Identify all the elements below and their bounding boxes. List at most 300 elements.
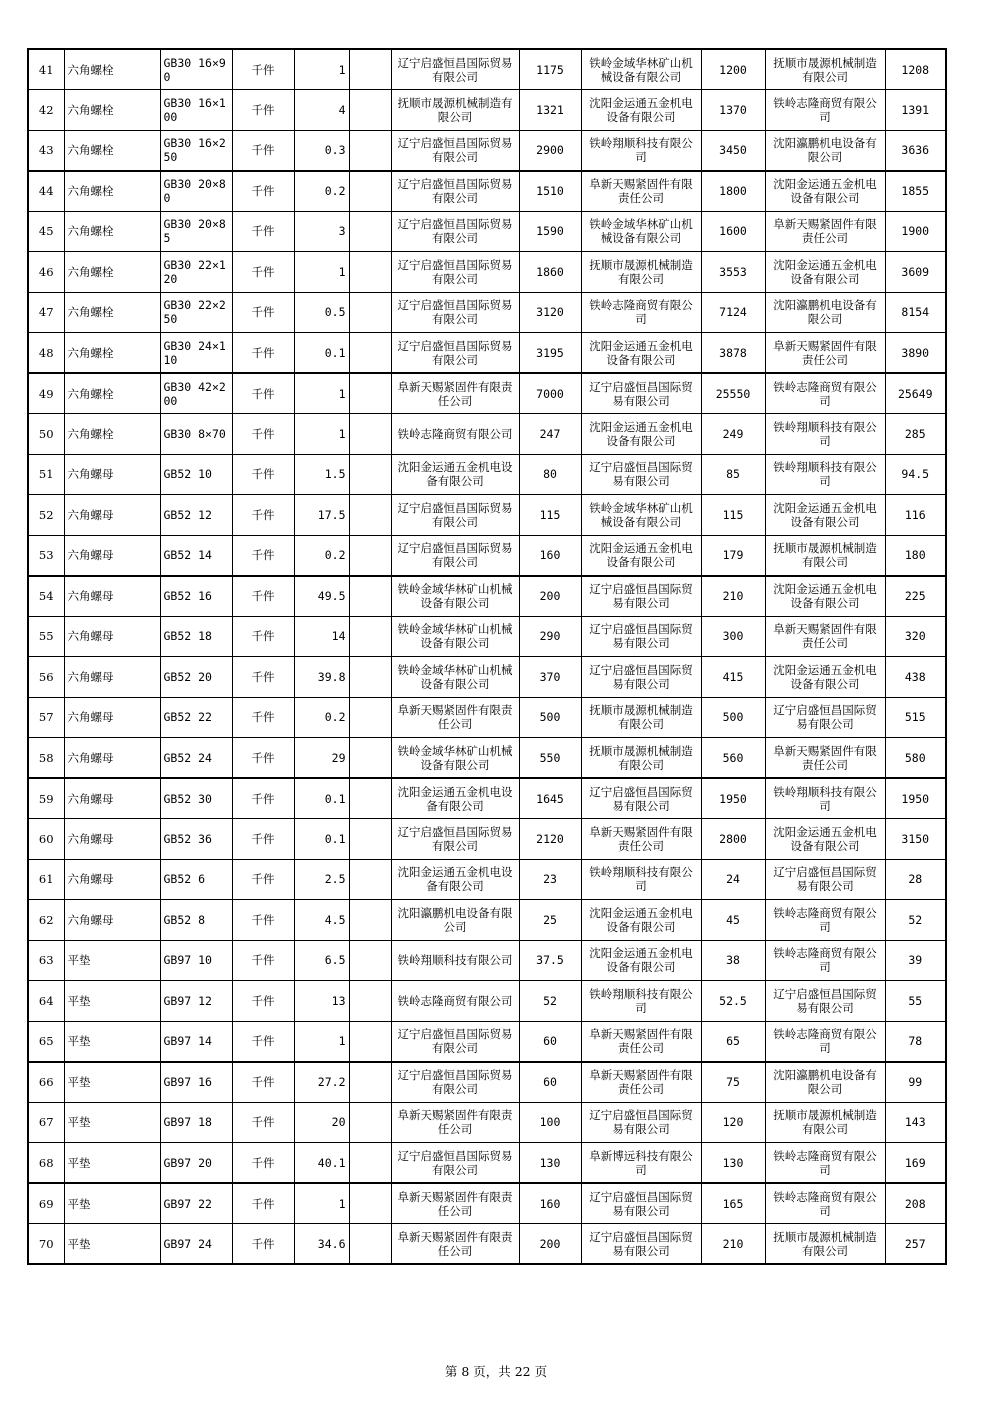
item-unit: 千件 (232, 535, 294, 576)
table-row (28, 981, 946, 1022)
item-quantity: 0.2 (294, 535, 349, 576)
supplier-1: 阜新天赐紧固件有限责任公司 (391, 373, 519, 414)
price-3: 78 (885, 1021, 946, 1062)
item-unit: 千件 (232, 616, 294, 657)
table-row (28, 414, 946, 455)
price-1: 200 (519, 1224, 581, 1265)
row-number: 51 (28, 454, 64, 495)
price-1: 2120 (519, 819, 581, 860)
item-unit: 千件 (232, 576, 294, 617)
supplier-3: 铁岭翔顺科技有限公司 (765, 454, 885, 495)
price-3: 25649 (885, 373, 946, 414)
supplier-2: 辽宁启盛恒昌国际贸易有限公司 (581, 616, 701, 657)
blank-cell (349, 414, 391, 455)
item-name: 六角螺母 (64, 778, 160, 819)
table-row (28, 1021, 946, 1062)
item-quantity: 27.2 (294, 1062, 349, 1103)
supplier-2: 铁岭金域华林矿山机械设备有限公司 (581, 211, 701, 252)
blank-cell (349, 130, 391, 171)
item-name: 六角螺栓 (64, 211, 160, 252)
item-spec: GB30 24×110 (160, 333, 232, 374)
blank-cell (349, 657, 391, 698)
item-unit: 千件 (232, 333, 294, 374)
supplier-1: 沈阳瀛鹏机电设备有限公司 (391, 900, 519, 941)
item-spec: GB97 16 (160, 1062, 232, 1103)
item-quantity: 1 (294, 1021, 349, 1062)
item-name: 六角螺母 (64, 900, 160, 941)
item-name: 平垫 (64, 981, 160, 1022)
price-2: 179 (701, 535, 765, 576)
price-3: 52 (885, 900, 946, 941)
supplier-1: 阜新天赐紧固件有限责任公司 (391, 1183, 519, 1224)
row-number: 62 (28, 900, 64, 941)
item-unit: 千件 (232, 252, 294, 293)
supplier-3: 阜新天赐紧固件有限责任公司 (765, 333, 885, 374)
item-spec: GB52 22 (160, 697, 232, 738)
price-2: 38 (701, 940, 765, 981)
supplier-1: 辽宁启盛恒昌国际贸易有限公司 (391, 1143, 519, 1184)
price-3: 99 (885, 1062, 946, 1103)
price-2: 120 (701, 1102, 765, 1143)
table-row (28, 576, 946, 617)
blank-cell (349, 1062, 391, 1103)
price-3: 28 (885, 859, 946, 900)
supplier-2: 铁岭志隆商贸有限公司 (581, 292, 701, 333)
price-3: 1391 (885, 90, 946, 131)
item-quantity: 34.6 (294, 1224, 349, 1265)
item-unit: 千件 (232, 414, 294, 455)
supplier-2: 抚顺市晟源机械制造有限公司 (581, 697, 701, 738)
supplier-3: 抚顺市晟源机械制造有限公司 (765, 1102, 885, 1143)
row-number: 52 (28, 495, 64, 536)
item-quantity: 1 (294, 1183, 349, 1224)
price-1: 1860 (519, 252, 581, 293)
table-row (28, 778, 946, 819)
supplier-2: 辽宁启盛恒昌国际贸易有限公司 (581, 657, 701, 698)
row-number: 43 (28, 130, 64, 171)
supplier-2: 铁岭翔顺科技有限公司 (581, 130, 701, 171)
supplier-3: 铁岭志隆商贸有限公司 (765, 1021, 885, 1062)
price-2: 1600 (701, 211, 765, 252)
item-name: 六角螺栓 (64, 130, 160, 171)
item-spec: GB30 8×70 (160, 414, 232, 455)
item-name: 六角螺母 (64, 535, 160, 576)
row-number: 60 (28, 819, 64, 860)
price-2: 25550 (701, 373, 765, 414)
item-name: 六角螺母 (64, 697, 160, 738)
price-1: 370 (519, 657, 581, 698)
blank-cell (349, 940, 391, 981)
price-1: 200 (519, 576, 581, 617)
price-3: 1855 (885, 171, 946, 212)
item-spec: GB30 22×250 (160, 292, 232, 333)
supplier-3: 铁岭志隆商贸有限公司 (765, 373, 885, 414)
price-2: 1370 (701, 90, 765, 131)
table-row (28, 1224, 946, 1265)
supplier-3: 铁岭翔顺科技有限公司 (765, 414, 885, 455)
blank-cell (349, 495, 391, 536)
supplier-3: 铁岭志隆商贸有限公司 (765, 900, 885, 941)
blank-cell (349, 738, 391, 779)
price-1: 160 (519, 1183, 581, 1224)
item-unit: 千件 (232, 1183, 294, 1224)
table-row (28, 1062, 946, 1103)
supplier-2: 辽宁启盛恒昌国际贸易有限公司 (581, 778, 701, 819)
row-number: 46 (28, 252, 64, 293)
price-2: 75 (701, 1062, 765, 1103)
item-unit: 千件 (232, 211, 294, 252)
price-1: 3120 (519, 292, 581, 333)
item-name: 六角螺母 (64, 576, 160, 617)
item-quantity: 29 (294, 738, 349, 779)
supplier-1: 铁岭金域华林矿山机械设备有限公司 (391, 576, 519, 617)
item-name: 六角螺母 (64, 859, 160, 900)
supplier-1: 辽宁启盛恒昌国际贸易有限公司 (391, 49, 519, 90)
item-name: 平垫 (64, 1021, 160, 1062)
blank-cell (349, 454, 391, 495)
supplier-3: 沈阳金运通五金机电设备有限公司 (765, 819, 885, 860)
supplier-2: 辽宁启盛恒昌国际贸易有限公司 (581, 576, 701, 617)
price-1: 37.5 (519, 940, 581, 981)
row-number: 66 (28, 1062, 64, 1103)
supplier-3: 沈阳瀛鹏机电设备有限公司 (765, 292, 885, 333)
row-number: 45 (28, 211, 64, 252)
item-quantity: 39.8 (294, 657, 349, 698)
item-name: 六角螺母 (64, 738, 160, 779)
price-3: 580 (885, 738, 946, 779)
price-2: 1950 (701, 778, 765, 819)
price-2: 130 (701, 1143, 765, 1184)
blank-cell (349, 1224, 391, 1265)
item-unit: 千件 (232, 900, 294, 941)
blank-cell (349, 697, 391, 738)
row-number: 65 (28, 1021, 64, 1062)
price-2: 3450 (701, 130, 765, 171)
supplier-3: 沈阳金运通五金机电设备有限公司 (765, 657, 885, 698)
row-number: 61 (28, 859, 64, 900)
item-name: 六角螺母 (64, 616, 160, 657)
table-row (28, 211, 946, 252)
price-2: 65 (701, 1021, 765, 1062)
row-number: 42 (28, 90, 64, 131)
price-3: 8154 (885, 292, 946, 333)
price-3: 94.5 (885, 454, 946, 495)
supplier-2: 沈阳金运通五金机电设备有限公司 (581, 940, 701, 981)
price-3: 3150 (885, 819, 946, 860)
supplier-1: 辽宁启盛恒昌国际贸易有限公司 (391, 535, 519, 576)
supplier-1: 沈阳金运通五金机电设备有限公司 (391, 454, 519, 495)
item-unit: 千件 (232, 819, 294, 860)
table-row (28, 819, 946, 860)
item-quantity: 1 (294, 373, 349, 414)
item-spec: GB52 6 (160, 859, 232, 900)
supplier-3: 沈阳金运通五金机电设备有限公司 (765, 252, 885, 293)
supplier-2: 辽宁启盛恒昌国际贸易有限公司 (581, 1102, 701, 1143)
item-unit: 千件 (232, 697, 294, 738)
row-number: 64 (28, 981, 64, 1022)
supplier-1: 辽宁启盛恒昌国际贸易有限公司 (391, 130, 519, 171)
item-unit: 千件 (232, 373, 294, 414)
item-quantity: 49.5 (294, 576, 349, 617)
table-row (28, 495, 946, 536)
blank-cell (349, 819, 391, 860)
supplier-2: 沈阳金运通五金机电设备有限公司 (581, 900, 701, 941)
item-quantity: 1 (294, 252, 349, 293)
item-unit: 千件 (232, 90, 294, 131)
blank-cell (349, 778, 391, 819)
item-spec: GB97 20 (160, 1143, 232, 1184)
item-quantity: 2.5 (294, 859, 349, 900)
supplier-1: 辽宁启盛恒昌国际贸易有限公司 (391, 495, 519, 536)
price-3: 257 (885, 1224, 946, 1265)
table-row (28, 738, 946, 779)
item-unit: 千件 (232, 454, 294, 495)
price-1: 80 (519, 454, 581, 495)
item-spec: GB97 10 (160, 940, 232, 981)
row-number: 63 (28, 940, 64, 981)
row-number: 54 (28, 576, 64, 617)
price-3: 3609 (885, 252, 946, 293)
supplier-1: 辽宁启盛恒昌国际贸易有限公司 (391, 819, 519, 860)
item-quantity: 0.2 (294, 171, 349, 212)
blank-cell (349, 252, 391, 293)
blank-cell (349, 1102, 391, 1143)
supplier-1: 铁岭金域华林矿山机械设备有限公司 (391, 738, 519, 779)
item-spec: GB97 12 (160, 981, 232, 1022)
supplier-2: 沈阳金运通五金机电设备有限公司 (581, 414, 701, 455)
price-3: 320 (885, 616, 946, 657)
table-row (28, 535, 946, 576)
price-3: 3890 (885, 333, 946, 374)
item-unit: 千件 (232, 495, 294, 536)
price-3: 515 (885, 697, 946, 738)
supplier-1: 阜新天赐紧固件有限责任公司 (391, 1224, 519, 1265)
item-quantity: 20 (294, 1102, 349, 1143)
supplier-1: 铁岭志隆商贸有限公司 (391, 981, 519, 1022)
item-spec: GB52 24 (160, 738, 232, 779)
supplier-3: 铁岭志隆商贸有限公司 (765, 1143, 885, 1184)
blank-cell (349, 373, 391, 414)
item-unit: 千件 (232, 778, 294, 819)
item-spec: GB52 36 (160, 819, 232, 860)
item-quantity: 14 (294, 616, 349, 657)
item-unit: 千件 (232, 49, 294, 90)
price-3: 55 (885, 981, 946, 1022)
row-number: 44 (28, 171, 64, 212)
price-2: 210 (701, 576, 765, 617)
blank-cell (349, 211, 391, 252)
price-1: 500 (519, 697, 581, 738)
item-unit: 千件 (232, 171, 294, 212)
item-spec: GB30 16×250 (160, 130, 232, 171)
supplier-3: 沈阳金运通五金机电设备有限公司 (765, 576, 885, 617)
item-quantity: 1 (294, 49, 349, 90)
price-2: 249 (701, 414, 765, 455)
item-spec: GB52 10 (160, 454, 232, 495)
price-3: 169 (885, 1143, 946, 1184)
price-1: 1510 (519, 171, 581, 212)
blank-cell (349, 576, 391, 617)
supplier-3: 铁岭志隆商贸有限公司 (765, 90, 885, 131)
price-1: 60 (519, 1062, 581, 1103)
supplier-1: 铁岭志隆商贸有限公司 (391, 414, 519, 455)
price-1: 25 (519, 900, 581, 941)
supplier-1: 辽宁启盛恒昌国际贸易有限公司 (391, 292, 519, 333)
price-1: 130 (519, 1143, 581, 1184)
price-1: 1175 (519, 49, 581, 90)
price-2: 7124 (701, 292, 765, 333)
item-quantity: 6.5 (294, 940, 349, 981)
item-name: 六角螺栓 (64, 292, 160, 333)
supplier-1: 辽宁启盛恒昌国际贸易有限公司 (391, 252, 519, 293)
price-3: 39 (885, 940, 946, 981)
price-2: 3553 (701, 252, 765, 293)
supplier-2: 铁岭金域华林矿山机械设备有限公司 (581, 49, 701, 90)
supplier-3: 辽宁启盛恒昌国际贸易有限公司 (765, 697, 885, 738)
supplier-1: 辽宁启盛恒昌国际贸易有限公司 (391, 1062, 519, 1103)
table-row (28, 454, 946, 495)
price-1: 115 (519, 495, 581, 536)
table-row (28, 90, 946, 131)
item-name: 六角螺栓 (64, 252, 160, 293)
price-3: 285 (885, 414, 946, 455)
blank-cell (349, 171, 391, 212)
row-number: 56 (28, 657, 64, 698)
supplier-2: 铁岭翔顺科技有限公司 (581, 859, 701, 900)
price-2: 45 (701, 900, 765, 941)
item-quantity: 4.5 (294, 900, 349, 941)
price-3: 438 (885, 657, 946, 698)
blank-cell (349, 900, 391, 941)
item-spec: GB52 14 (160, 535, 232, 576)
price-2: 560 (701, 738, 765, 779)
price-1: 1321 (519, 90, 581, 131)
supplier-1: 抚顺市晟源机械制造有限公司 (391, 90, 519, 131)
supplier-1: 阜新天赐紧固件有限责任公司 (391, 697, 519, 738)
supplier-2: 沈阳金运通五金机电设备有限公司 (581, 90, 701, 131)
row-number: 59 (28, 778, 64, 819)
item-name: 六角螺母 (64, 495, 160, 536)
price-2: 1200 (701, 49, 765, 90)
item-spec: GB97 18 (160, 1102, 232, 1143)
price-1: 1590 (519, 211, 581, 252)
price-1: 3195 (519, 333, 581, 374)
price-3: 225 (885, 576, 946, 617)
supplier-2: 沈阳金运通五金机电设备有限公司 (581, 333, 701, 374)
table-row (28, 616, 946, 657)
row-number: 68 (28, 1143, 64, 1184)
row-number: 57 (28, 697, 64, 738)
price-2: 1800 (701, 171, 765, 212)
item-quantity: 0.2 (294, 697, 349, 738)
item-name: 平垫 (64, 1183, 160, 1224)
item-quantity: 3 (294, 211, 349, 252)
item-name: 六角螺栓 (64, 414, 160, 455)
supplier-3: 铁岭翔顺科技有限公司 (765, 778, 885, 819)
supplier-1: 辽宁启盛恒昌国际贸易有限公司 (391, 1021, 519, 1062)
supplier-3: 阜新天赐紧固件有限责任公司 (765, 738, 885, 779)
blank-cell (349, 1143, 391, 1184)
table-row (28, 130, 946, 171)
supplier-3: 铁岭志隆商贸有限公司 (765, 1183, 885, 1224)
item-name: 六角螺母 (64, 454, 160, 495)
supplier-2: 辽宁启盛恒昌国际贸易有限公司 (581, 1183, 701, 1224)
blank-cell (349, 49, 391, 90)
price-3: 1950 (885, 778, 946, 819)
item-unit: 千件 (232, 981, 294, 1022)
supplier-3: 抚顺市晟源机械制造有限公司 (765, 1224, 885, 1265)
item-name: 六角螺栓 (64, 333, 160, 374)
supplier-2: 沈阳金运通五金机电设备有限公司 (581, 535, 701, 576)
item-unit: 千件 (232, 940, 294, 981)
supplier-1: 沈阳金运通五金机电设备有限公司 (391, 778, 519, 819)
item-unit: 千件 (232, 1062, 294, 1103)
table-row (28, 657, 946, 698)
supplier-1: 铁岭金域华林矿山机械设备有限公司 (391, 657, 519, 698)
supplier-3: 辽宁启盛恒昌国际贸易有限公司 (765, 981, 885, 1022)
item-quantity: 4 (294, 90, 349, 131)
table-row (28, 1183, 946, 1224)
item-spec: GB30 22×120 (160, 252, 232, 293)
supplier-2: 辽宁启盛恒昌国际贸易有限公司 (581, 373, 701, 414)
supplier-1: 辽宁启盛恒昌国际贸易有限公司 (391, 171, 519, 212)
item-unit: 千件 (232, 1224, 294, 1265)
supplier-2: 阜新天赐紧固件有限责任公司 (581, 1021, 701, 1062)
item-spec: GB52 16 (160, 576, 232, 617)
quotation-table (27, 48, 947, 1265)
table-row (28, 373, 946, 414)
item-spec: GB52 12 (160, 495, 232, 536)
blank-cell (349, 616, 391, 657)
row-number: 53 (28, 535, 64, 576)
item-quantity: 17.5 (294, 495, 349, 536)
item-name: 六角螺母 (64, 819, 160, 860)
supplier-3: 阜新天赐紧固件有限责任公司 (765, 616, 885, 657)
item-name: 六角螺栓 (64, 171, 160, 212)
price-2: 2800 (701, 819, 765, 860)
item-quantity: 1 (294, 414, 349, 455)
price-3: 3636 (885, 130, 946, 171)
price-2: 300 (701, 616, 765, 657)
row-number: 48 (28, 333, 64, 374)
table-row (28, 252, 946, 293)
price-2: 3878 (701, 333, 765, 374)
item-spec: GB52 8 (160, 900, 232, 941)
supplier-1: 辽宁启盛恒昌国际贸易有限公司 (391, 211, 519, 252)
row-number: 55 (28, 616, 64, 657)
blank-cell (349, 535, 391, 576)
supplier-3: 抚顺市晟源机械制造有限公司 (765, 535, 885, 576)
blank-cell (349, 292, 391, 333)
item-spec: GB97 24 (160, 1224, 232, 1265)
item-unit: 千件 (232, 859, 294, 900)
supplier-3: 阜新天赐紧固件有限责任公司 (765, 211, 885, 252)
item-name: 平垫 (64, 1143, 160, 1184)
price-2: 415 (701, 657, 765, 698)
supplier-3: 抚顺市晟源机械制造有限公司 (765, 49, 885, 90)
item-name: 平垫 (64, 1224, 160, 1265)
supplier-2: 阜新天赐紧固件有限责任公司 (581, 1062, 701, 1103)
blank-cell (349, 90, 391, 131)
item-spec: GB52 30 (160, 778, 232, 819)
price-3: 180 (885, 535, 946, 576)
item-name: 平垫 (64, 940, 160, 981)
supplier-1: 辽宁启盛恒昌国际贸易有限公司 (391, 333, 519, 374)
supplier-1: 沈阳金运通五金机电设备有限公司 (391, 859, 519, 900)
row-number: 49 (28, 373, 64, 414)
item-name: 平垫 (64, 1102, 160, 1143)
supplier-2: 铁岭金域华林矿山机械设备有限公司 (581, 495, 701, 536)
